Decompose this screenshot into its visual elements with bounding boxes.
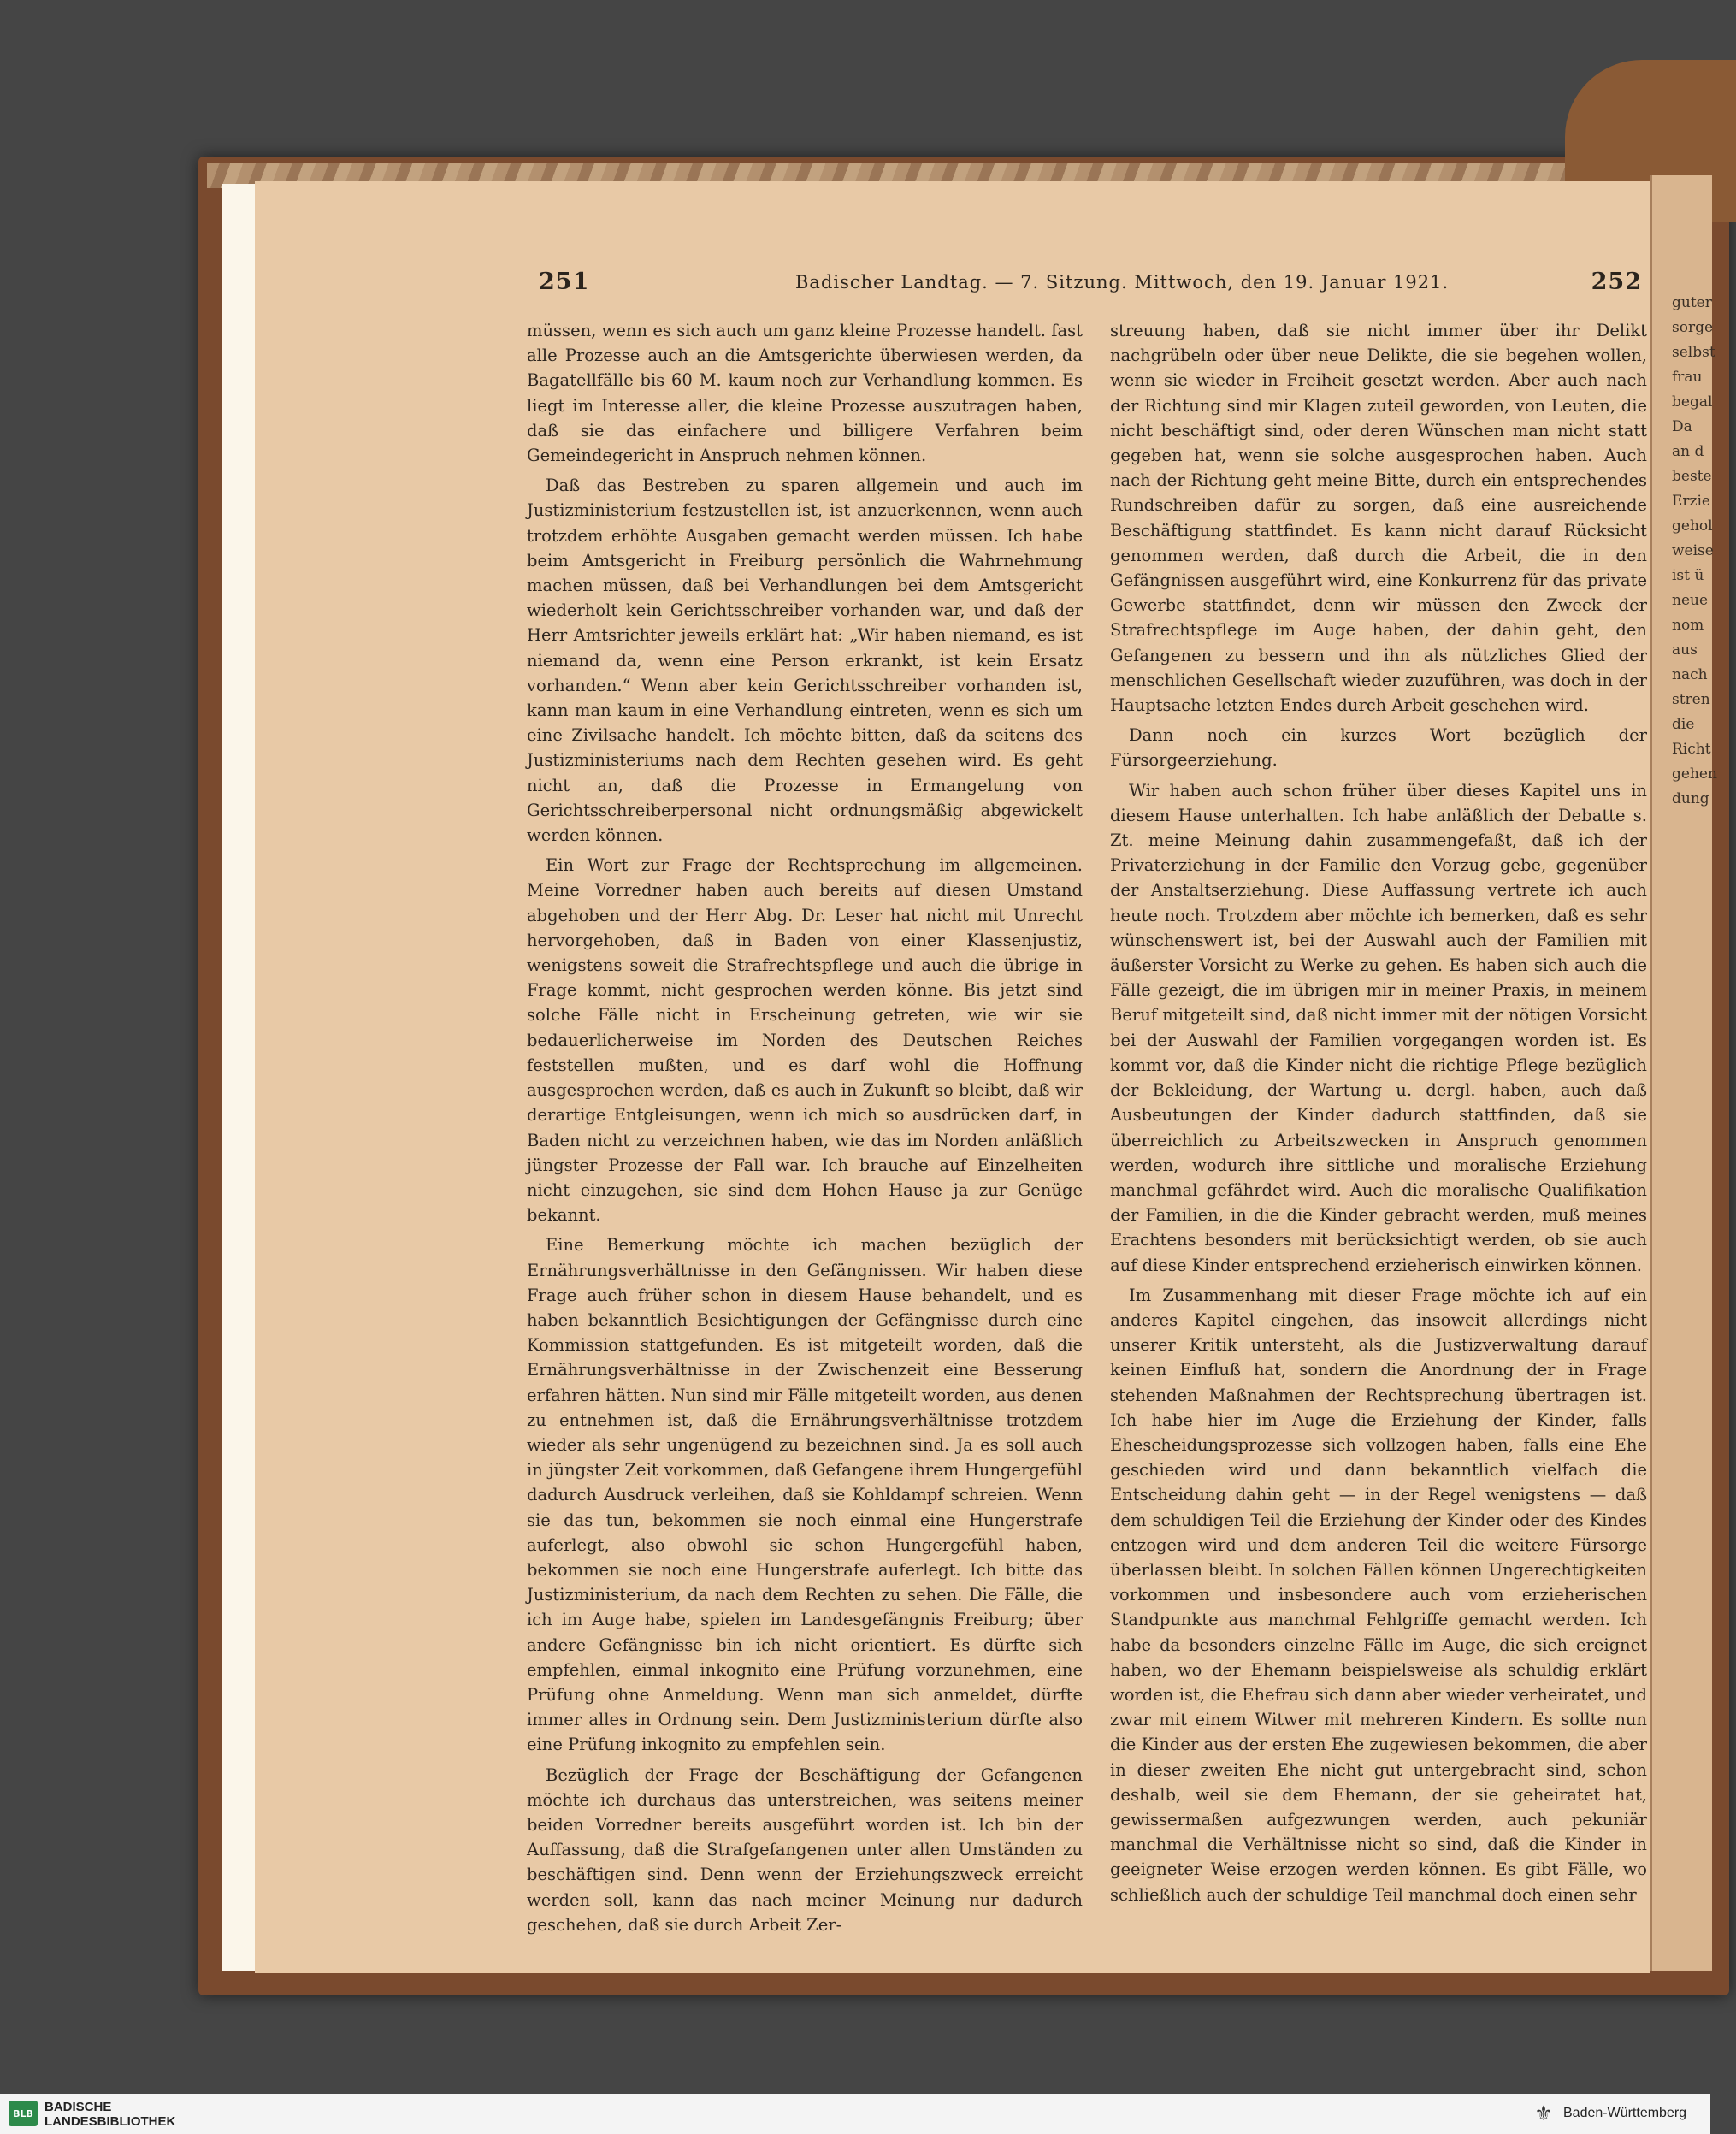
fragment-line: aus: [1672, 641, 1698, 659]
paper-edge-strip: [222, 184, 257, 1971]
fragment-line: an d: [1672, 443, 1704, 460]
left-page-number: 251: [539, 269, 590, 295]
paragraph: Ein Wort zur Frage der Rechtsprechung im allgemeinen. Meine Vorredner haben auch bereits auf diesen Umstand abgehoben und der Herr Abg. Dr. Leser hat nicht mit Unrecht hervorgehoben, daß in Baden von einer Klassenjustiz, wenigstens soweit die Strafrechtspflege und auch die übrige in Frage kommt, nicht gesprochen werden könne. Bis jetzt sind solche Fälle nicht in Erscheinung getreten, wie wir sie bedauerlicherweise im Norden des Deutschen Reiches feststellen mußten, und es darf wohl die Hoffnung ausgesprochen werden, daß es auch in Zukunft so bleibt, daß wir derartige Entgleisungen, wenn ich mich so ausdrücken darf, in Baden nicht zu verzeichnen haben, wie das im Norden anläßlich jüngster Prozesse der Fall war. Ich brauche auf Einzelheiten nicht einzugehen, sie sind dem Hohen Hause ja zur Genüge bekannt.: [527, 855, 1083, 1226]
coat-of-arms-icon: ⚜: [1534, 2101, 1553, 2125]
paragraph: Eine Bemerkung möchte ich machen bezüglich der Ernährungsverhältnisse in den Gefängnissen. Wir haben diese Frage auch früher schon in diesem Hause behandelt, und es haben bekanntlich Besichtigungen der Gefängnisse durch eine Kommission stattgefunden. Es ist mitgeteilt worden, daß die Ernährungsverhältnisse in der Zwischenzeit eine Besserung erfahren hätten. Nun sind mir Fälle mitgeteilt worden, aus denen zu entnehmen ist, daß die Ernährungsverhältnisse trotzdem wieder als sehr ungenügend zu bezeichnen sind. Ja es soll auch in jüngster Zeit vorkommen, daß Gefangene ihrem Hungergefühl dadurch Ausdruck verleihen, daß sie Kohldampf schreien. Wenn sie das tun, bekommen sie noch einmal eine Hungerstrafe auferlegt, also obwohl sie schon Hungergefühl haben, bekommen sie noch eine Hungerstrafe auferlegt. Ich bitte das Justizministerium, da nach dem Rechten zu sehen. Die Fälle, die ich im Auge habe, spielen im Landesgefängnis Freiburg; über andere Gefängnisse bin ich nicht orientiert. Es dürfte sich empfehlen, einmal inkognito eine Prüfung vorzunehmen, eine Prüfung ohne Anmeldung. Wenn man sich anmeldet, dürfte immer alles in Ordnung sein. Dem Justizministerium dürfte also eine Prüfung inkognito zu empfehlen sein.: [527, 1235, 1083, 1755]
library-name: [44, 2100, 175, 2129]
fragment-line: Richt: [1672, 741, 1711, 758]
fragment-line: Erzie: [1672, 493, 1710, 510]
right-page-number: 252: [1591, 269, 1642, 295]
fragment-line: beste: [1672, 468, 1712, 485]
fragment-line: guter: [1672, 294, 1712, 311]
right-text-column: [1110, 318, 1647, 1952]
fragment-line: neue: [1672, 592, 1709, 609]
state-name: Baden-Württemberg: [1563, 2106, 1687, 2120]
fragment-line: sorge: [1672, 319, 1714, 336]
blb-logo: BLB: [9, 2101, 38, 2126]
fragment-line: gehen: [1672, 766, 1717, 783]
footer-bar: [0, 2094, 1710, 2134]
fragment-line: dung: [1672, 790, 1709, 807]
library-name-line1: BADISCHE: [44, 2100, 112, 2114]
fragment-line: stren: [1672, 691, 1710, 708]
fragment-line: die: [1672, 716, 1695, 733]
fragment-line: frau: [1672, 369, 1703, 386]
left-text-column: [527, 318, 1083, 1952]
paragraph: Im Zusammenhang mit dieser Frage möchte ich auf ein anderes Kapitel eingehen, das insoweit allerdings nicht unserer Kritik untersteht, als die Justizverwaltung darauf keinen Einfluß hat, sondern die Anordnung der in Frage stehenden Maßnahmen der Rechtsprechung übertragen ist. Ich habe hier im Auge die Erziehung der Kinder, falls Ehescheidungsprozesse sich vollzogen haben, falls eine Ehe geschieden wird und dann bekanntlich vielfach die Entscheidung dahin geht — in der Regel wenigstens — daß dem schuldigen Teil die Erziehung der Kinder oder des Kindes entzogen wird und dem anderen Teil die weitere Fürsorge überlassen bleibt. In solchen Fällen können Ungerechtigkeiten vorkommen und insbesondere auch vom erzieherischen Standpunkte aus manchmal Fehlgriffe gemacht werden. Ich habe da besonders einzelne Fälle im Auge, die sich ereignet haben, wo der Ehemann beispielsweise als schuldig erklärt worden ist, die Ehefrau sich dann aber wieder verheiratet, und zwar mit einem Witwer mit mehreren Kindern. Es sollte nun die Kinder aus der ersten Ehe zugewiesen bekommen, die aber in dieser zweiten Ehe nicht gut untergebracht sind, schon deshalb, weil sie dem Ehemann, der sie geheiratet hat, gewissermaßen aufgezwungen werden, auch pekuniär manchmal die Verhältnisse nicht so sind, daß die Kinder in geeigneter Weise erzogen werden können. Es gibt Fälle, wo schließlich auch der schuldige Teil manchmal doch einen sehr: [1110, 1285, 1647, 1905]
fragment-line: weise: [1672, 542, 1714, 559]
fragment-line: nom: [1672, 617, 1704, 634]
fragment-line: gehol: [1672, 517, 1713, 535]
running-title: Badischer Landtag. — 7. Sitzung. Mittwoch, den 19. Januar 1921.: [795, 272, 1450, 293]
fragment-line: ist ü: [1672, 567, 1704, 584]
paragraph: Dann noch ein kurzes Wort bezüglich der Fürsorgeerziehung.: [1110, 725, 1647, 771]
fragment-line: Da: [1672, 418, 1692, 435]
paragraph: Bezüglich der Frage der Beschäftigung der Gefangenen möchte ich durchaus das unterstreichen, was seitens meiner beiden Vorredner bereits ausgeführt worden ist. Ich bin der Auffassung, daß die Strafgefangenen unter allen Umständen zu beschäftigen sind. Denn wenn der Erziehungszweck erreicht werden soll, kann das nach meiner Meinung nur dadurch geschehen, daß sie durch Arbeit Zer-: [527, 1765, 1083, 1935]
library-name-line2: LANDESBIBLIOTHEK: [44, 2114, 176, 2129]
paragraph: Wir haben auch schon früher über dieses Kapitel uns in diesem Hause unterhalten. Ich habe anläßlich der Debatte s. Zt. meine Meinung dahin zusammengefaßt, daß ich der Privaterziehung in der Familie den Vorzug gebe, gegenüber der Anstaltserziehung. Diese Auffassung vertrete ich auch heute noch. Trotzdem aber möchte ich bemerken, daß es sehr wünschenswert ist, bei der Auswahl auch der Familien mit äußerster Vorsicht zu Werke zu gehen. Es haben sich auch die Fälle gezeigt, die im übrigen mir in meiner Praxis, in meinem Beruf mitgeteilt sind, daß nicht immer mit der nötigen Vorsicht bei der Auswahl der Familien vorgegangen worden ist. Es kommt vor, daß die Kinder nicht die richtige Pflege bezüglich der Bekleidung, der Wartung u. dergl. haben, auch daß Ausbeutungen der Kinder dadurch stattfinden, daß sie überreichlich zu Arbeitszwecken in Anspruch genommen werden, wodurch ihre sittliche und moralische Erziehung manchmal gefährdet wird. Auch die moralische Qualifikation der Familien, in die die Kinder gebracht werden, muß meines Erachtens besonders mit berücksichtigt werden, ob sie auch auf diese Kinder entsprechend erzieherisch einwirken können.: [1110, 780, 1647, 1275]
paragraph: streuung haben, daß sie nicht immer über ihr Delikt nachgrübeln oder über neue Delikte, die sie begehen wollen, wenn sie wieder in Freiheit gesetzt werden. Aber auch nach der Richtung sind mir Klagen zuteil geworden, von Leuten, die nicht beschäftigt sind, oder deren Wünschen man nicht statt gegeben hat, wenn sie solche ausgesprochen haben. Auch nach der Richtung geht meine Bitte, durch ein entsprechendes Rundschreiben dafür zu sorgen, daß eine ausreichende Beschäftigung stattfindet. Es kann nicht darauf Rücksicht genommen werden, daß durch die Arbeit, die in den Gefängnissen ausgeführt wird, eine Konkurrenz für das private Gewerbe stattfindet, denn wir müssen den Zweck der Strafrechtspflege im Auge haben, der dahin geht, den Gefangenen zu bessern und ihn als nützliches Glied der menschlichen Gesellschaft wieder zuzuführen, was doch in der Hauptsache letzten Endes durch Arbeit geschehen wird.: [1110, 321, 1647, 716]
paragraph: Daß das Bestreben zu sparen allgemein und auch im Justizministerium festzustellen ist, ist anzuerkennen, wenn auch trotzdem erhöhte Ausgaben gemacht werden müssen. Ich habe beim Amtsgericht in Freiburg persönlich die Wahrnehmung machen müssen, daß bei Verhandlungen bei dem Amtsgericht wiederholt kein Gerichtsschreiber vorhanden war, und daß der Herr Amtsrichter jeweils erklärt hat: „Wir haben niemand, es ist niemand da, wenn eine Person erkrankt, ist kein Ersatz vorhanden.“ Wenn aber kein Gerichtsschreiber vorhanden ist, kann man kaum in eine Verhandlung eintreten, wenn es sich um eine Zivilsache handelt. Ich möchte bitten, daß da seitens des Justizministeriums nach dem Rechten gesehen wird. Es geht nicht an, daß die Prozesse in Ermangelung von Gerichtsschreiberpersonal nicht ordnungsmäßig abgewickelt werden können.: [527, 476, 1083, 846]
fragment-line: selbst: [1672, 344, 1715, 361]
fragment-line: nach: [1672, 666, 1708, 683]
paragraph: müssen, wenn es sich auch um ganz kleine Prozesse handelt. fast alle Prozesse auch an die Amtsgerichte überwiesen werden, da Bagatellfälle bis 60 M. kaum noch zur Verhandlung kommen. Es liegt im Interesse aller, die kleine Prozesse auszutragen haben, daß sie das einfachere und billigere Verfahren beim Gemeindegericht in Anspruch nehmen können.: [527, 321, 1083, 466]
next-page-text-fragments: [1672, 291, 1717, 1830]
fragment-line: begal: [1672, 393, 1713, 411]
